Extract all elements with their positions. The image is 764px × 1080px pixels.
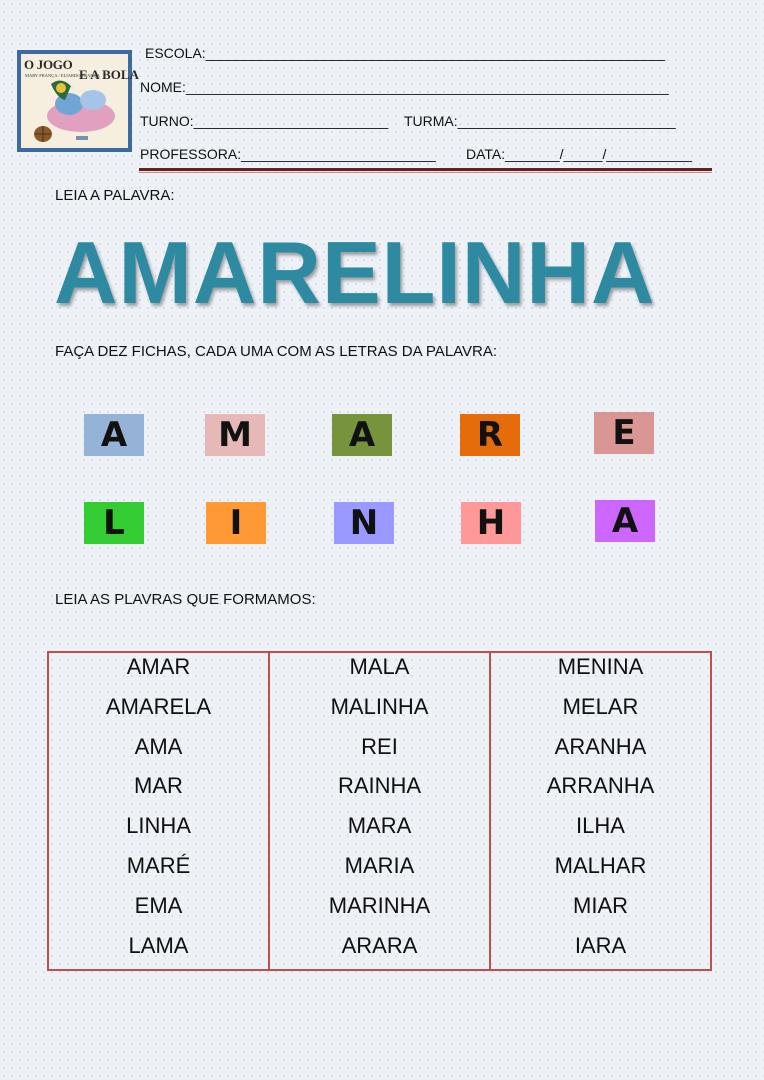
letter-card-7: I — [206, 502, 266, 544]
letter-card-6: L — [84, 502, 144, 544]
word-item: MARÉ — [126, 853, 191, 878]
word-item: RAINHA — [337, 773, 422, 799]
letter-card-10: A — [595, 500, 655, 542]
letter-card-2: M — [205, 414, 265, 456]
word-item: IARA — [574, 932, 627, 958]
letter-card-4: R — [460, 414, 520, 456]
word-item: MALHAR — [554, 853, 647, 878]
cover-illustration — [21, 54, 128, 148]
instruction-read: LEIA A PALAVRA: — [55, 187, 175, 204]
word-item: ARARA — [341, 932, 418, 958]
cover-authors: MARY FRANÇA / ELIARDO FRANÇA — [25, 73, 100, 78]
header-divider-thin — [139, 172, 712, 173]
word-column-1 — [49, 653, 268, 969]
field-escola[interactable]: ESCOLA:___________________________________________________________ — [145, 45, 666, 61]
letter-card-1: A — [84, 414, 144, 456]
letter-card-9: H — [461, 502, 521, 544]
letter-card-3: A — [332, 414, 392, 456]
cover-title: O JOGO — [24, 57, 73, 72]
main-word: AMARELINHA — [54, 223, 656, 322]
word-column-2 — [268, 653, 489, 969]
word-table — [47, 651, 712, 971]
word-item: ILHA — [576, 813, 625, 839]
letter-card-5: E — [594, 412, 654, 454]
word-item: MARIA — [344, 853, 415, 878]
word-item: AMARELA — [105, 693, 212, 719]
word-item: AMA — [134, 733, 183, 759]
word-item: AMAR — [126, 654, 191, 679]
word-item: MALINHA — [330, 693, 429, 719]
word-item: REI — [361, 733, 398, 759]
word-item: EMA — [134, 892, 183, 918]
word-item: MALA — [349, 654, 410, 679]
letter-card-8: N — [334, 502, 394, 544]
word-item: MAR — [134, 773, 183, 799]
instruction-words: LEIA AS PLAVRAS QUE FORMAMOS: — [55, 591, 316, 608]
field-professora[interactable]: PROFESSORA:_________________________ — [140, 146, 436, 162]
header-divider — [139, 168, 712, 171]
word-item: MENINA — [557, 654, 644, 679]
field-nome[interactable]: NOME:______________________________________________________________ — [140, 79, 669, 95]
word-item: LINHA — [126, 813, 191, 839]
word-item: ARRANHA — [546, 773, 655, 799]
word-item: MIAR — [573, 892, 628, 918]
word-item: ARANHA — [554, 733, 647, 759]
cover-title-2: E A BOLA — [79, 67, 139, 82]
instruction-cards: FAÇA DEZ FICHAS, CADA UMA COM AS LETRAS DA PALAVRA: — [55, 343, 498, 360]
word-item: MARINHA — [328, 892, 431, 918]
word-item: MARA — [347, 813, 412, 839]
word-column-3 — [489, 653, 710, 969]
field-turno[interactable]: TURNO:_________________________ — [140, 113, 389, 129]
word-item: MELAR — [562, 693, 639, 719]
field-data[interactable]: DATA:_______/_____/___________ — [466, 146, 693, 162]
book-cover-image — [17, 50, 139, 152]
word-item: LAMA — [128, 932, 189, 958]
field-turma[interactable]: TURMA:____________________________ — [404, 113, 676, 129]
